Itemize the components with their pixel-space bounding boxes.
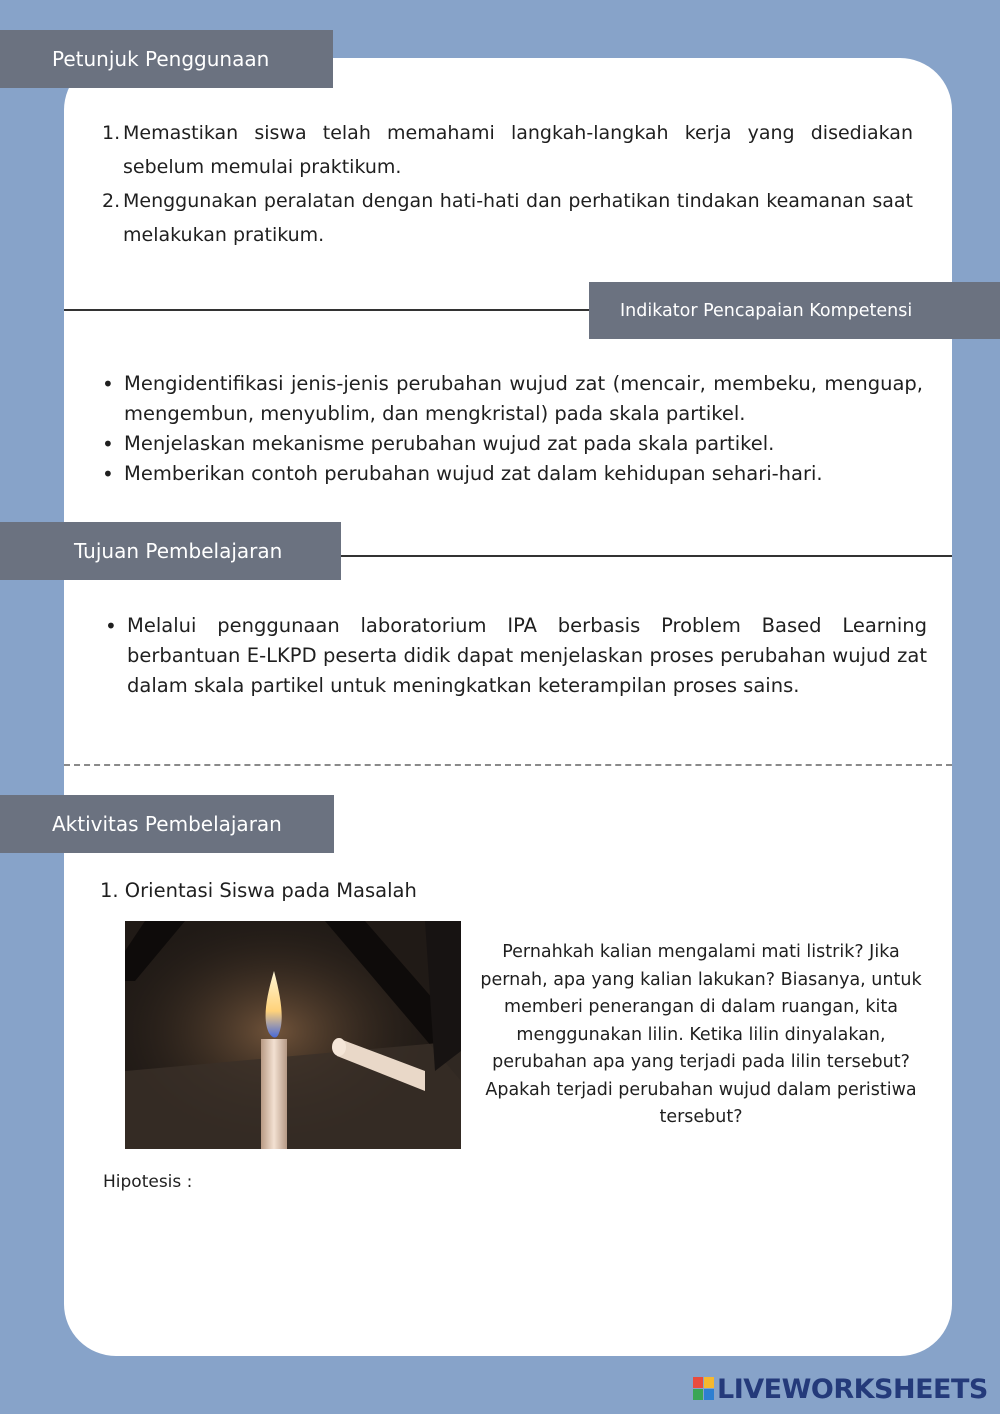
section-title-tujuan: Tujuan Pembelajaran	[74, 539, 283, 563]
tujuan-list	[103, 611, 927, 701]
list-item: • Memberikan contoh perubahan wujud zat dalam kehidupan sehari-hari.	[100, 459, 923, 489]
list-item: • Mengidentifikasi jenis-jenis perubahan wujud zat (mencair, membeku, menguap, mengembun, menyublim, dan mengkristal) pada skala partikel.	[100, 369, 923, 429]
candle-illustration	[125, 921, 461, 1149]
indikator-list	[100, 369, 923, 489]
list-item	[100, 184, 913, 252]
list-item-text: Menggunakan peralatan dengan hati-hati dan perhatikan tindakan keamanan saat melakukan pratikum.	[123, 190, 913, 246]
section-title-indikator: Indikator Pencapaian Kompetensi	[620, 300, 913, 321]
hypothesis-label: Hipotesis :	[103, 1172, 193, 1192]
list-item-text: Memastikan siswa telah memahami langkah-langkah kerja yang disediakan sebelum memulai praktikum.	[123, 122, 913, 178]
list-item: • Menjelaskan mekanisme perubahan wujud zat pada skala partikel.	[100, 429, 923, 459]
tab-aktivitas	[0, 795, 334, 853]
logo-text: LIVEWORKSHEETS	[717, 1373, 988, 1405]
divider-line	[341, 555, 952, 557]
petunjuk-list	[100, 116, 913, 252]
problem-description: Pernahkah kalian mengalami mati listrik? Jika pernah, apa yang kalian lakukan? Biasanya, untuk memberi penerangan di dalam ruangan, kita menggunakan lilin. Ketika lilin dinyalakan, perubahan apa yang terjadi pada lilin tersebut? Apakah terjadi perubahan wujud dalam peristiwa tersebut?	[480, 942, 922, 1127]
liveworksheets-logo	[693, 1372, 988, 1406]
divider-line	[64, 309, 590, 311]
list-item-number: 1.	[102, 122, 121, 144]
section-title-petunjuk: Petunjuk Penggunaan	[52, 47, 270, 71]
list-item: • Melalui penggunaan laboratorium IPA berbasis Problem Based Learning berbantuan E-LKPD peserta didik dapat menjelaskan proses perubahan wujud zat dalam skala partikel untuk meningkatkan keterampilan proses sains.	[103, 611, 927, 701]
section-title-aktivitas: Aktivitas Pembelajaran	[52, 812, 282, 836]
list-item	[100, 116, 913, 184]
tab-tujuan	[0, 522, 341, 580]
candle-photo	[125, 921, 461, 1149]
tab-indikator	[589, 282, 1000, 339]
logo-badge-icon	[693, 1377, 715, 1401]
dashed-divider	[64, 764, 952, 766]
tab-petunjuk-penggunaan	[0, 30, 333, 88]
list-item-number: 2.	[102, 190, 121, 212]
step-title: 1. Orientasi Siswa pada Masalah	[100, 879, 417, 902]
worksheet-card	[64, 58, 952, 1356]
